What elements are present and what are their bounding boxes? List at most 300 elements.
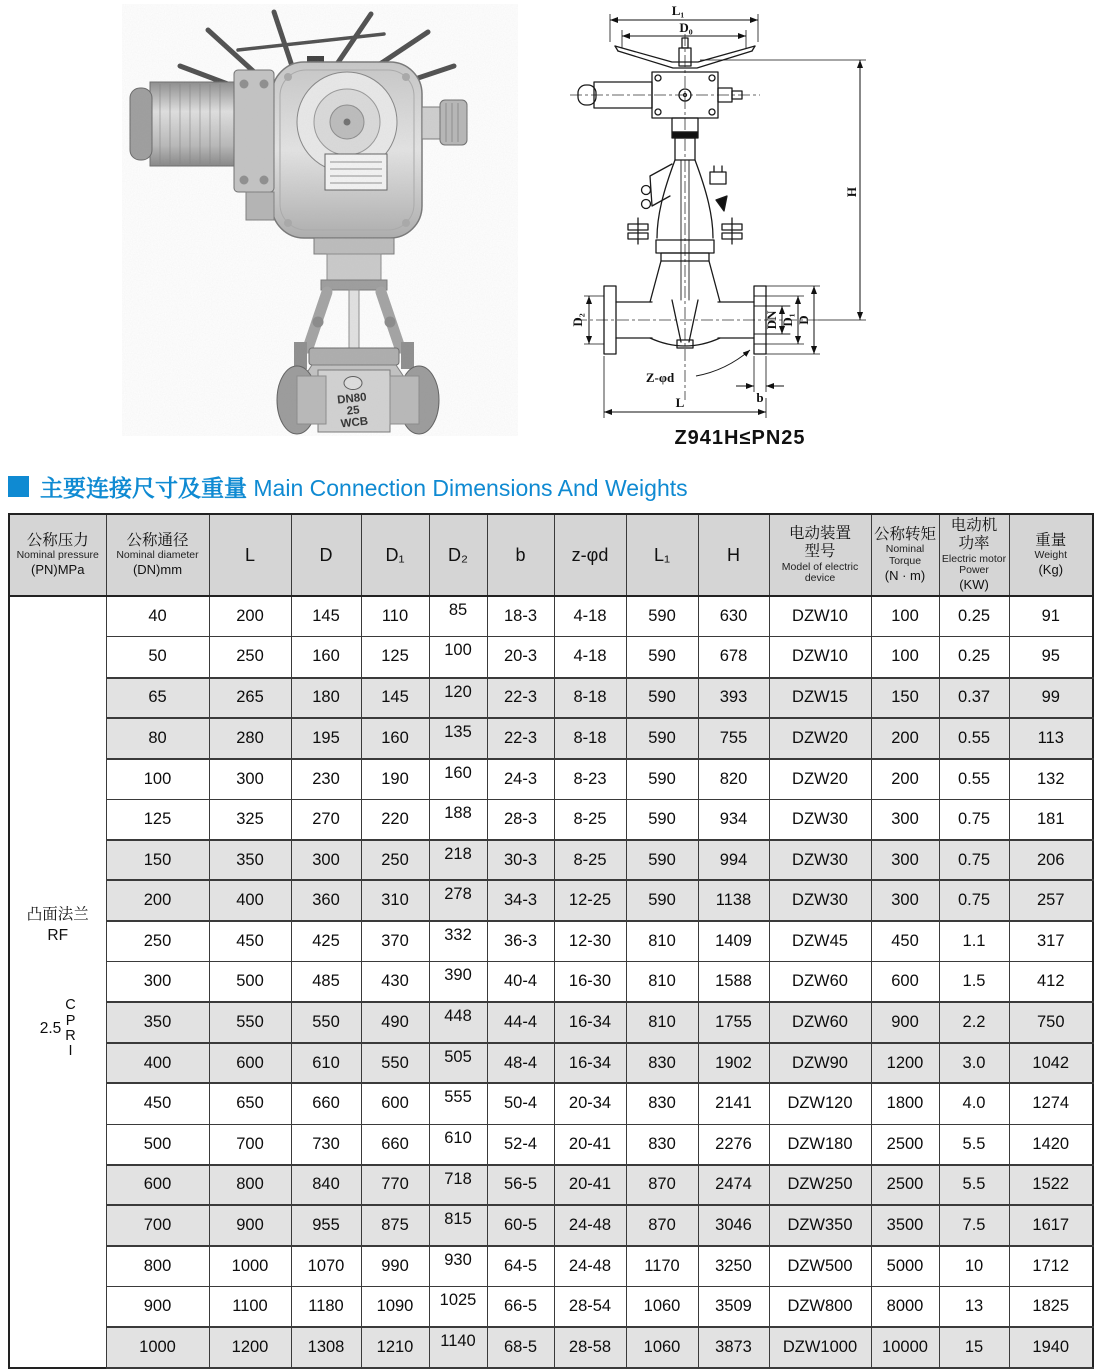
table-cell: 930	[429, 1246, 487, 1287]
table-cell: 160	[291, 637, 361, 678]
section-title-zh: 主要连接尺寸及重量	[40, 475, 247, 501]
table-cell: DZW15	[769, 678, 871, 719]
table-cell: 1042	[1009, 1043, 1093, 1084]
table-cell: 300	[209, 759, 291, 800]
table-cell: 250	[106, 921, 209, 962]
table-cell: 280	[209, 718, 291, 759]
table-cell: 700	[106, 1205, 209, 1246]
table-cell: 994	[698, 840, 769, 881]
table-cell: 500	[209, 962, 291, 1003]
table-cell: 450	[871, 921, 939, 962]
table-cell: 1140	[429, 1327, 487, 1368]
table-cell: 2474	[698, 1165, 769, 1206]
table-cell: 590	[626, 799, 698, 840]
table-cell: 590	[626, 678, 698, 719]
table-cell: 810	[626, 921, 698, 962]
table-row	[9, 596, 1093, 637]
table-cell: 1409	[698, 921, 769, 962]
table-cell: DZW30	[769, 799, 871, 840]
table-cell: 85	[429, 596, 487, 637]
table-cell: 1.1	[939, 921, 1009, 962]
table-cell: 755	[698, 718, 769, 759]
table-cell: 317	[1009, 921, 1093, 962]
table-cell: 66-5	[487, 1286, 554, 1327]
table-cell: 100	[871, 596, 939, 637]
table-cell: DZW10	[769, 637, 871, 678]
table-cell: 934	[698, 799, 769, 840]
table-cell: 393	[698, 678, 769, 719]
table-row	[9, 1002, 1093, 1043]
table-cell: 660	[361, 1124, 429, 1165]
table-cell: 56-5	[487, 1165, 554, 1206]
table-cell: 40	[106, 596, 209, 637]
table-cell: 12-25	[554, 880, 626, 921]
table-cell: 600	[209, 1043, 291, 1084]
pressure-group-cell	[9, 596, 106, 1367]
table-cell: 830	[626, 1124, 698, 1165]
table-row	[9, 799, 1093, 840]
table-cell: 2500	[871, 1124, 939, 1165]
table-cell: 350	[209, 840, 291, 881]
table-cell: 0.25	[939, 596, 1009, 637]
table-cell: 1.5	[939, 962, 1009, 1003]
table-cell: DZW20	[769, 759, 871, 800]
table-cell: DZW10	[769, 596, 871, 637]
table-cell: 448	[429, 1002, 487, 1043]
col-header-electric-device: 电动装置 型号 Model of electric device	[769, 514, 871, 596]
table-cell: 400	[209, 880, 291, 921]
table-cell: 150	[871, 678, 939, 719]
table-cell: 28-54	[554, 1286, 626, 1327]
table-cell: 278	[429, 880, 487, 921]
table-cell: DZW350	[769, 1205, 871, 1246]
dim-label-l: L	[675, 395, 685, 410]
table-cell: 3250	[698, 1246, 769, 1287]
table-cell: 100	[429, 637, 487, 678]
table-cell: 65	[106, 678, 209, 719]
table-cell: 1902	[698, 1043, 769, 1084]
table-cell: 870	[626, 1205, 698, 1246]
table-cell: 1210	[361, 1327, 429, 1368]
table-cell: 360	[291, 880, 361, 921]
table-cell: 550	[361, 1043, 429, 1084]
table-cell: 2.2	[939, 1002, 1009, 1043]
table-cell: 555	[429, 1083, 487, 1124]
table-cell: 0.37	[939, 678, 1009, 719]
table-cell: 120	[429, 678, 487, 719]
table-cell: 300	[871, 880, 939, 921]
table-cell: 1940	[1009, 1327, 1093, 1368]
table-cell: 2141	[698, 1083, 769, 1124]
table-cell: 3873	[698, 1327, 769, 1368]
table-cell: 50	[106, 637, 209, 678]
table-cell: 1588	[698, 962, 769, 1003]
table-cell: 990	[361, 1246, 429, 1287]
table-row	[9, 1286, 1093, 1327]
table-cell: 840	[291, 1165, 361, 1206]
table-row	[9, 1043, 1093, 1084]
table-cell: 48-4	[487, 1043, 554, 1084]
table-cell: 113	[1009, 718, 1093, 759]
table-cell: 99	[1009, 678, 1093, 719]
table-cell: 730	[291, 1124, 361, 1165]
table-cell: 550	[291, 1002, 361, 1043]
table-cell: 24-48	[554, 1246, 626, 1287]
table-cell: 5.5	[939, 1124, 1009, 1165]
table-cell: 450	[106, 1083, 209, 1124]
table-cell: 1755	[698, 1002, 769, 1043]
table-cell: 1522	[1009, 1165, 1093, 1206]
table-cell: 1180	[291, 1286, 361, 1327]
table-cell: 0.75	[939, 799, 1009, 840]
table-row	[9, 759, 1093, 800]
table-cell: 875	[361, 1205, 429, 1246]
table-cell: 2276	[698, 1124, 769, 1165]
col-header-H: H	[698, 514, 769, 596]
table-cell: 8000	[871, 1286, 939, 1327]
table-cell: 610	[429, 1124, 487, 1165]
table-cell: 0.25	[939, 637, 1009, 678]
table-cell: DZW20	[769, 718, 871, 759]
table-cell: DZW800	[769, 1286, 871, 1327]
table-cell: 810	[626, 1002, 698, 1043]
table-cell: 195	[291, 718, 361, 759]
table-cell: 64-5	[487, 1246, 554, 1287]
table-cell: 22-3	[487, 718, 554, 759]
table-cell: 160	[429, 759, 487, 800]
table-cell: 600	[106, 1165, 209, 1206]
table-cell: 125	[106, 799, 209, 840]
table-row	[9, 1327, 1093, 1368]
table-cell: 0.55	[939, 718, 1009, 759]
table-body	[9, 596, 1093, 1367]
col-header-zphid: z-φd	[554, 514, 626, 596]
table-cell: 1090	[361, 1286, 429, 1327]
table-cell: 8-18	[554, 678, 626, 719]
section-title	[40, 470, 688, 503]
table-row	[9, 637, 1093, 678]
table-cell: DZW60	[769, 1002, 871, 1043]
table-cell: 412	[1009, 962, 1093, 1003]
valve-dimension-drawing	[560, 0, 950, 428]
table-cell: 0.75	[939, 880, 1009, 921]
col-header-L: L	[209, 514, 291, 596]
table-cell: 660	[291, 1083, 361, 1124]
table-cell: 810	[626, 962, 698, 1003]
series-vertical-label: C P R I	[65, 997, 76, 1060]
table-cell: 13	[939, 1286, 1009, 1327]
table-cell: 0.75	[939, 840, 1009, 881]
table-cell: 180	[291, 678, 361, 719]
table-row	[9, 840, 1093, 881]
table-cell: 20-34	[554, 1083, 626, 1124]
dim-label-b: b	[756, 390, 764, 405]
table-cell: 218	[429, 840, 487, 881]
table-cell: 3500	[871, 1205, 939, 1246]
table-cell: 28-58	[554, 1327, 626, 1368]
table-cell: 600	[871, 962, 939, 1003]
table-cell: 10	[939, 1246, 1009, 1287]
section-title-bar	[8, 470, 1100, 503]
table-cell: 400	[106, 1043, 209, 1084]
table-cell: 3509	[698, 1286, 769, 1327]
table-cell: 257	[1009, 880, 1093, 921]
dim-label-d1: D₁	[780, 313, 795, 327]
table-cell: DZW120	[769, 1083, 871, 1124]
table-cell: 24-48	[554, 1205, 626, 1246]
table-row	[9, 678, 1093, 719]
table-cell: DZW500	[769, 1246, 871, 1287]
table-cell: 8-25	[554, 799, 626, 840]
table-cell: 1800	[871, 1083, 939, 1124]
header-row	[9, 514, 1093, 596]
table-cell: 10000	[871, 1327, 939, 1368]
table-cell: 60-5	[487, 1205, 554, 1246]
table-cell: 150	[106, 840, 209, 881]
table-cell: 8-18	[554, 718, 626, 759]
table-cell: 145	[291, 596, 361, 637]
table-cell: 1200	[871, 1043, 939, 1084]
table-cell: 250	[209, 637, 291, 678]
table-cell: 770	[361, 1165, 429, 1206]
table-cell: 12-30	[554, 921, 626, 962]
table-cell: 900	[871, 1002, 939, 1043]
table-cell: 44-4	[487, 1002, 554, 1043]
table-cell: 750	[1009, 1002, 1093, 1043]
table-cell: 8-23	[554, 759, 626, 800]
body-outline	[604, 261, 790, 354]
table-row	[9, 1124, 1093, 1165]
table-cell: 7.5	[939, 1205, 1009, 1246]
dim-label-h: H	[844, 186, 859, 198]
table-cell: 630	[698, 596, 769, 637]
dimension-drawing-block	[560, 0, 950, 450]
table-cell: 95	[1009, 637, 1093, 678]
table-cell: 24-3	[487, 759, 554, 800]
dim-label-d0: D₀	[679, 20, 693, 35]
table-cell: 265	[209, 678, 291, 719]
table-cell: 52-4	[487, 1124, 554, 1165]
table-cell: 1825	[1009, 1286, 1093, 1327]
table-cell: 30-3	[487, 840, 554, 881]
table-cell: 678	[698, 637, 769, 678]
table-cell: 650	[209, 1083, 291, 1124]
table-cell: 370	[361, 921, 429, 962]
col-header-weight: 重量 Weight (Kg)	[1009, 514, 1093, 596]
dim-label-dn: DN	[764, 310, 779, 330]
table-cell: DZW30	[769, 840, 871, 881]
table-cell: 270	[291, 799, 361, 840]
dim-label-l1: L₁	[671, 3, 685, 18]
table-cell: DZW250	[769, 1165, 871, 1206]
col-header-pressure: 公称压力 Nominal pressure (PN)MPa	[9, 514, 106, 596]
table-cell: 125	[361, 637, 429, 678]
col-header-torque: 公称转矩 Nominal Torque (N · m)	[871, 514, 939, 596]
table-cell: 20-41	[554, 1165, 626, 1206]
table-cell: DZW60	[769, 962, 871, 1003]
table-cell: 190	[361, 759, 429, 800]
table-cell: 815	[429, 1205, 487, 1246]
dim-label-d2: D₂	[570, 313, 585, 327]
table-cell: 145	[361, 678, 429, 719]
table-cell: 3046	[698, 1205, 769, 1246]
dimensions-table	[8, 513, 1094, 1369]
dim-label-d: D	[796, 315, 811, 325]
table-cell: 300	[291, 840, 361, 881]
table-cell: 18-3	[487, 596, 554, 637]
table-cell: 700	[209, 1124, 291, 1165]
valve-photo	[122, 4, 518, 436]
table-cell: 830	[626, 1043, 698, 1084]
table-cell: 16-30	[554, 962, 626, 1003]
table-cell: 200	[209, 596, 291, 637]
table-cell: 600	[361, 1083, 429, 1124]
table-cell: 310	[361, 880, 429, 921]
col-header-motor-power: 电动机 功率 Electric motor Power (KW)	[939, 514, 1009, 596]
table-cell: 28-3	[487, 799, 554, 840]
col-header-D2: D₂	[429, 514, 487, 596]
table-cell: 1100	[209, 1286, 291, 1327]
table-cell: 206	[1009, 840, 1093, 881]
table-cell: 50-4	[487, 1083, 554, 1124]
table-row	[9, 1083, 1093, 1124]
table-cell: 1070	[291, 1246, 361, 1287]
table-cell: 4-18	[554, 596, 626, 637]
pressure-class-label	[40, 998, 76, 1059]
table-row	[9, 1205, 1093, 1246]
table-cell: 4-18	[554, 637, 626, 678]
table-cell: 590	[626, 718, 698, 759]
table-cell: 135	[429, 718, 487, 759]
section-title-en: Main Connection Dimensions And Weights	[247, 475, 688, 501]
drawing-caption: Z941H≤PN25	[674, 427, 806, 449]
section-bullet-icon	[8, 476, 29, 497]
table-cell: 900	[106, 1286, 209, 1327]
table-cell: 505	[429, 1043, 487, 1084]
table-cell: 16-34	[554, 1002, 626, 1043]
table-cell: 1000	[106, 1327, 209, 1368]
dim-label-zd: Z-φd	[645, 370, 675, 385]
table-cell: 800	[209, 1165, 291, 1206]
table-cell: 1138	[698, 880, 769, 921]
table-cell: 425	[291, 921, 361, 962]
table-cell: 160	[361, 718, 429, 759]
table-cell: 300	[106, 962, 209, 1003]
table-cell: 15	[939, 1327, 1009, 1368]
table-cell: 900	[209, 1205, 291, 1246]
table-cell: 590	[626, 759, 698, 800]
table-cell: 91	[1009, 596, 1093, 637]
table-cell: 34-3	[487, 880, 554, 921]
table-cell: 3.0	[939, 1043, 1009, 1084]
table-cell: 350	[106, 1002, 209, 1043]
col-header-diameter: 公称通径 Nominal diameter (DN)mm	[106, 514, 209, 596]
table-cell: 1274	[1009, 1083, 1093, 1124]
table-cell: 1617	[1009, 1205, 1093, 1246]
table-cell: 1712	[1009, 1246, 1093, 1287]
table-cell: 430	[361, 962, 429, 1003]
table-cell: 4.0	[939, 1083, 1009, 1124]
table-row	[9, 880, 1093, 921]
table-cell: 485	[291, 962, 361, 1003]
table-row	[9, 921, 1093, 962]
product-figures	[0, 0, 1100, 462]
flange-type-label: 凸面法兰 RF	[26, 905, 89, 944]
table-cell: 550	[209, 1002, 291, 1043]
table-row	[9, 1165, 1093, 1206]
table-cell: 16-34	[554, 1043, 626, 1084]
table-cell: 820	[698, 759, 769, 800]
col-header-b: b	[487, 514, 554, 596]
table-cell: 5.5	[939, 1165, 1009, 1206]
table-row	[9, 718, 1093, 759]
table-cell: 132	[1009, 759, 1093, 800]
table-cell: DZW90	[769, 1043, 871, 1084]
table-cell: 40-4	[487, 962, 554, 1003]
table-cell: 5000	[871, 1246, 939, 1287]
table-cell: 200	[106, 880, 209, 921]
table-cell: 200	[871, 759, 939, 800]
table-cell: 250	[361, 840, 429, 881]
yoke-outline	[642, 118, 728, 300]
table-cell: 450	[209, 921, 291, 962]
table-cell: DZW180	[769, 1124, 871, 1165]
table-cell: 1060	[626, 1327, 698, 1368]
table-cell: 800	[106, 1246, 209, 1287]
table-cell: 2500	[871, 1165, 939, 1206]
table-cell: 332	[429, 921, 487, 962]
photo-grain-overlay	[122, 4, 518, 436]
table-cell: DZW45	[769, 921, 871, 962]
table-cell: 300	[871, 799, 939, 840]
table-cell: 1000	[209, 1246, 291, 1287]
table-cell: 955	[291, 1205, 361, 1246]
table-cell: 718	[429, 1165, 487, 1206]
table-cell: 1170	[626, 1246, 698, 1287]
col-header-D1: D₁	[361, 514, 429, 596]
table-cell: DZW1000	[769, 1327, 871, 1368]
table-cell: 1025	[429, 1286, 487, 1327]
table-cell: 1308	[291, 1327, 361, 1368]
table-cell: 20-3	[487, 637, 554, 678]
table-cell: 490	[361, 1002, 429, 1043]
table-cell: 230	[291, 759, 361, 800]
table-cell: 500	[106, 1124, 209, 1165]
table-row	[9, 1246, 1093, 1287]
table-cell: 325	[209, 799, 291, 840]
table-cell: 590	[626, 840, 698, 881]
col-header-L1: L₁	[626, 514, 698, 596]
table-cell: 1060	[626, 1286, 698, 1327]
table-cell: 870	[626, 1165, 698, 1206]
pressure-value: 2.5	[39, 1019, 62, 1037]
table-cell: 0.55	[939, 759, 1009, 800]
table-cell: 200	[871, 718, 939, 759]
table-cell: 36-3	[487, 921, 554, 962]
table-row	[9, 962, 1093, 1003]
table-cell: 110	[361, 596, 429, 637]
table-cell: 300	[871, 840, 939, 881]
table-cell: 590	[626, 596, 698, 637]
table-cell: 590	[626, 637, 698, 678]
table-cell: 1420	[1009, 1124, 1093, 1165]
table-cell: 830	[626, 1083, 698, 1124]
table-cell: 80	[106, 718, 209, 759]
table-cell: 220	[361, 799, 429, 840]
table-cell: 181	[1009, 799, 1093, 840]
table-cell: 100	[106, 759, 209, 800]
table-cell: 390	[429, 962, 487, 1003]
